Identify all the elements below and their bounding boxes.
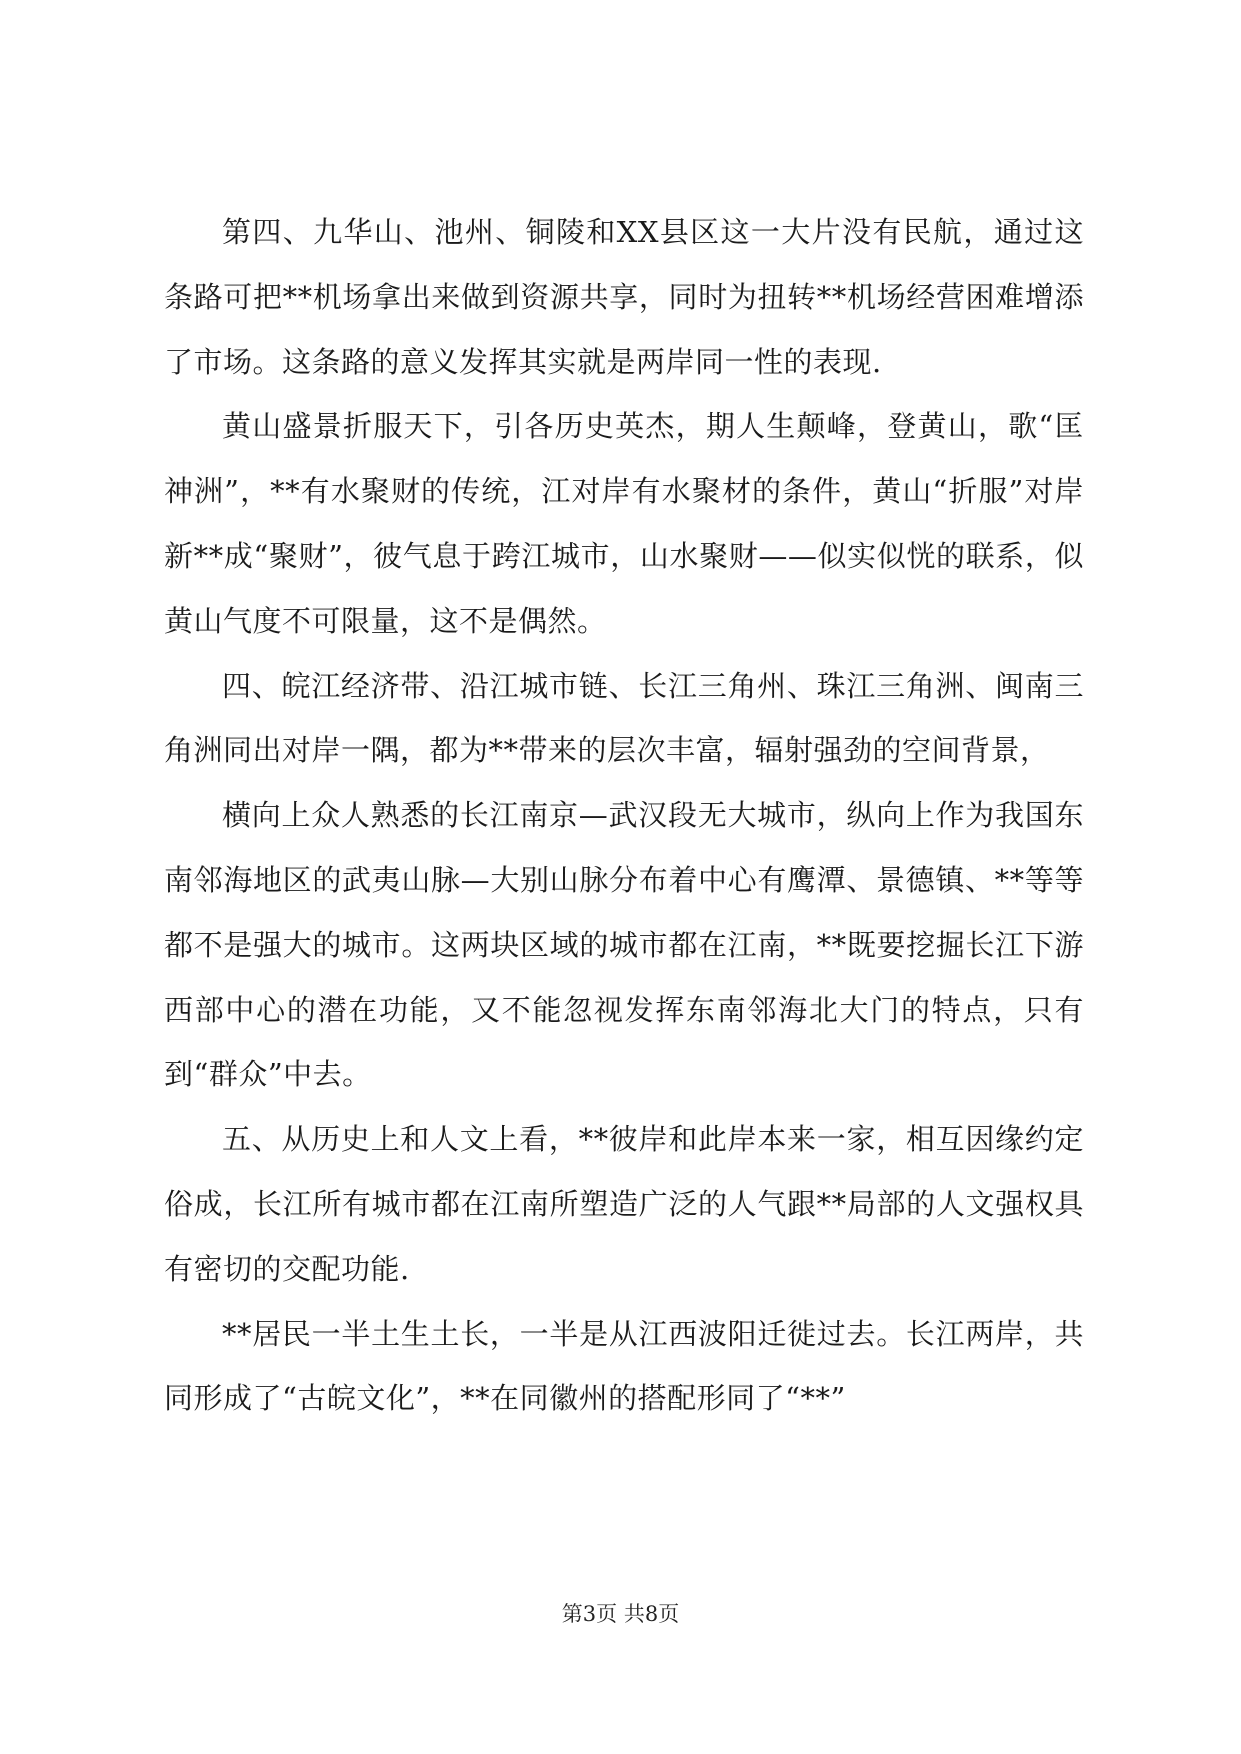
paragraph-2: 黄山盛景折服天下，引各历史英杰，期人生颠峰，登黄山，歌“匡神洲”，**有水聚财的传统，江对岸有水聚材的条件，黄山“折服”对岸新**成“聚财”，彼气息于跨江城市，山水聚财——似实似恍的联系，似黄山气度不可限量，这不是偶然。 [164, 409, 1084, 638]
paragraph-1: 第四、九华山、池州、铜陵和XX县区这一大片没有民航，通过这条路可把**机场拿出来做到资源共享，同时为扭转**机场经营困难增添了市场。这条路的意义发挥其实就是两岸同一性的表现. [164, 215, 1084, 379]
paragraph-5: 五、从历史上和人文上看，**彼岸和此岸本来一家，相互因缘约定俗成，长江所有城市都在江南所塑造广泛的人气跟**局部的人文强权具有密切的交配功能. [164, 1122, 1084, 1286]
page-number-footer: 第3页 共8页 [561, 1602, 680, 1626]
paragraph-6: **居民一半土生土长，一半是从江西波阳迁徙过去。长江两岸，共同形成了“古皖文化”，**在同徽州的搭配形同了“**” [164, 1316, 1084, 1416]
document-body [164, 200, 1084, 1431]
paragraph-3: 四、皖江经济带、沿江城市链、长江三角州、珠江三角洲、闽南三角洲同出对岸一隅，都为**带来的层次丰富，辐射强劲的空间背景， [164, 668, 1084, 768]
paragraph-4: 横向上众人熟悉的长江南京—武汉段无大城市，纵向上作为我国东南邻海地区的武夷山脉—大别山脉分布着中心有鹰潭、景德镇、**等等都不是强大的城市。这两块区域的城市都在江南，**既要挖掘长江下游西部中心的潜在功能，又不能忽视发挥东南邻海北大门的特点，只有到“群众”中去。 [164, 798, 1084, 1092]
